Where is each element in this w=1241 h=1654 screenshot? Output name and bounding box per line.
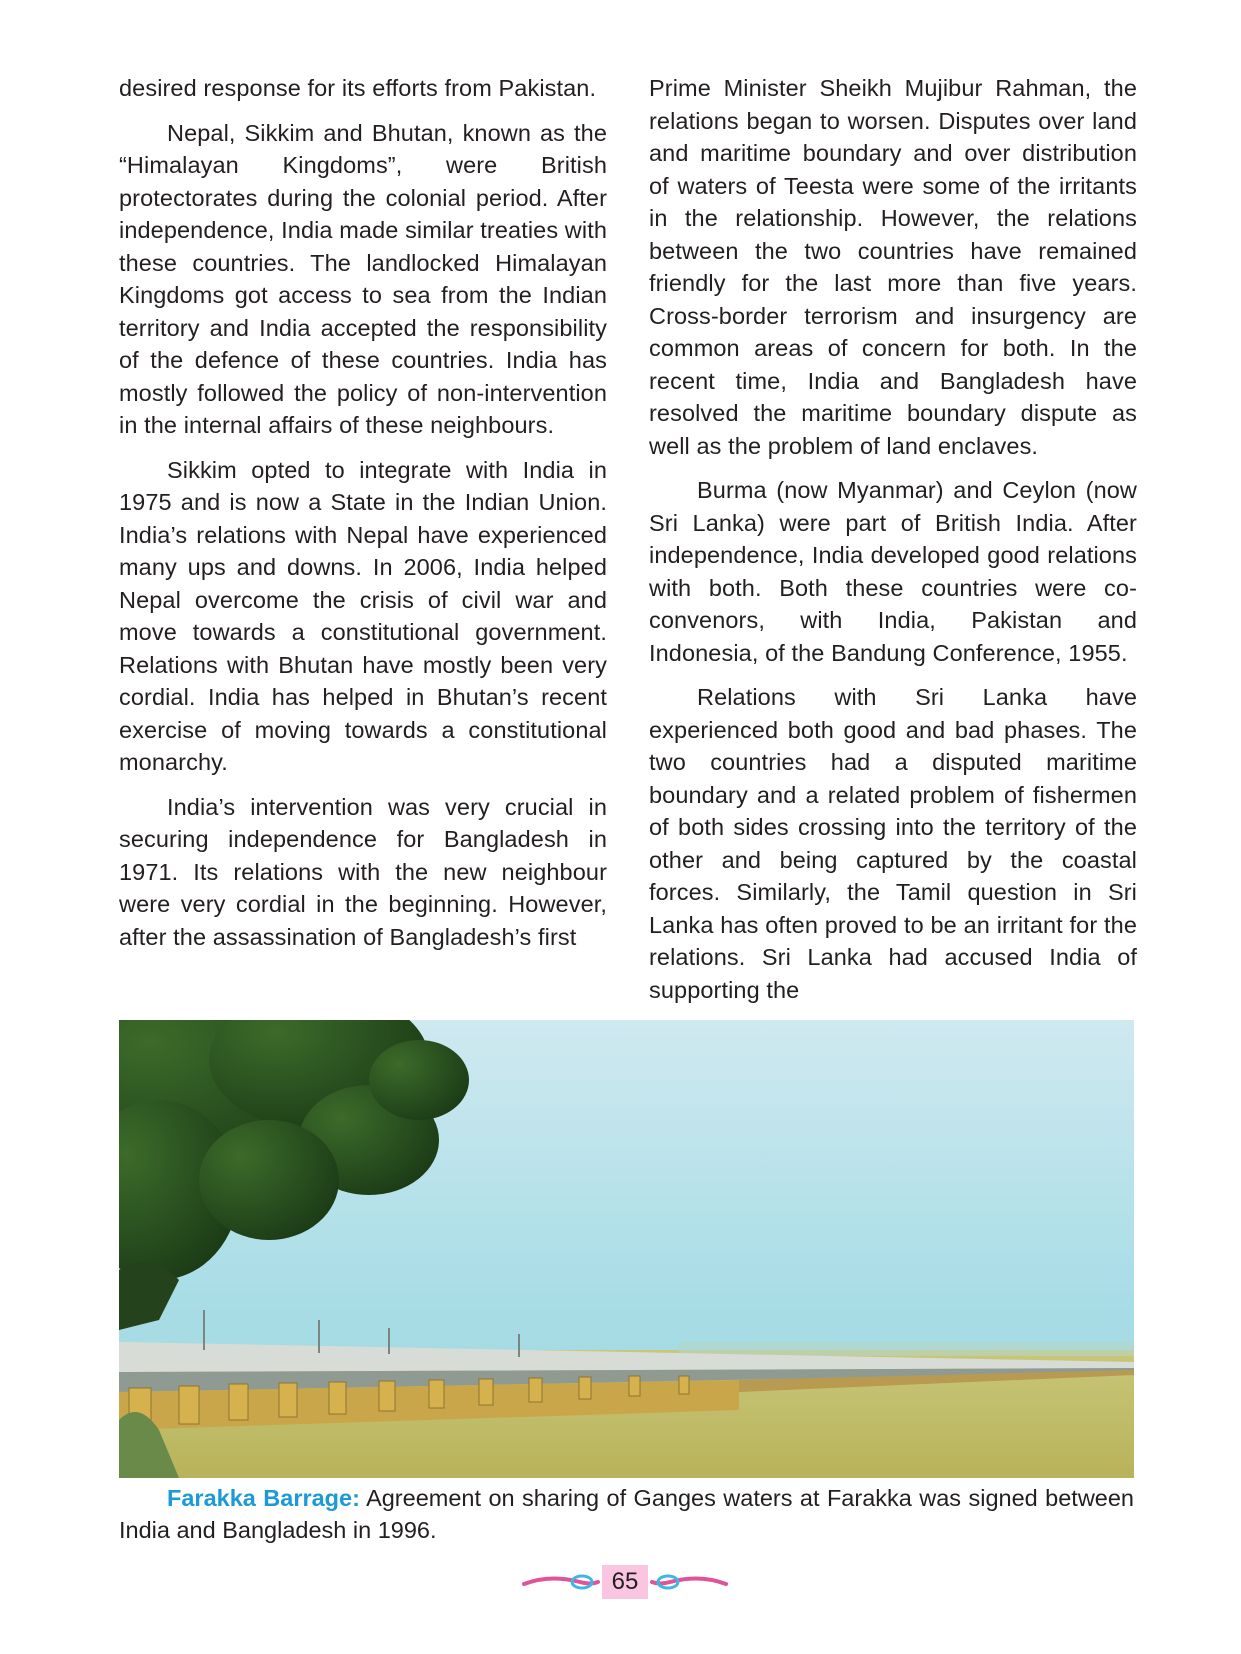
farakka-barrage-photo [119,1020,1134,1478]
page-number-ornament [520,1560,730,1604]
left-text-column [119,72,607,965]
caption-title: Farakka Barrage: [167,1485,360,1511]
paragraph: Nepal, Sikkim and Bhutan, known as the “Himalayan Kingdoms”, were British protectorates during the colonial period. After independence, India made similar treaties with these countries. The landlocked Himalayan Kingdoms got access to sea from the Indian territory and India accepted the responsibility of the defence of these countries. India has mostly followed the policy of non-intervention in the internal affairs of these neighbours. [119,119,607,438]
paragraph: Sikkim opted to integrate with India in 1975 and is now a State in the Indian Union. India’s relations with Nepal have experienced many ups and downs. In 2006, India helped Nepal overcome the crisis of civil war and move towards a constitutional government. Relations with Bhutan have mostly been very cordial. India has helped in Bhutan’s recent exercise of moving towards a constitutional monarchy. [119,456,607,775]
paragraph: Relations with Sri Lanka have experienced both good and bad phases. The two countries had a disputed maritime boundary and a related problem of fishermen of both sides crossing into the territory of the other and being captured by the coastal forces. Similarly, the Tamil question in Sri Lanka has often proved to be an irritant for the relations. Sri Lanka had accused India of supporting the [649,684,1137,1003]
page-number: 65 [602,1565,648,1599]
right-text-column [649,72,1137,1018]
paragraph: desired response for its efforts from Pakistan. [119,75,597,101]
paragraph: Burma (now Myanmar) and Ceylon (now Sri Lanka) were part of British India. After independence, India developed good relations with both. Both these countries were co-convenors, with India, Pakistan and Indonesia, of the Bandung Conference, 1955. [649,477,1137,666]
photo-caption [119,1482,1134,1546]
caption-text: Agreement on sharing of Ganges waters at Farakka was signed between India and Bangladesh in 1996. [119,1485,1135,1543]
paragraph: Prime Minister Sheikh Mujibur Rahman, the relations began to worsen. Disputes over land and maritime boundary and over distribution of waters of Teesta were some of the irritants in the relationship. However, the relations between the two countries have remained friendly for the last more than five years. Cross-border terrorism and insurgency are common areas of concern for both. In the recent time, India and Bangladesh have resolved the maritime boundary dispute as well as the problem of land enclaves. [649,75,1137,459]
paragraph: India’s intervention was very crucial in securing independence for Bangladesh in 1971. Its relations with the new neighbour were very cordial in the beginning. However, after the assassination of Bangladesh’s first [119,793,607,950]
